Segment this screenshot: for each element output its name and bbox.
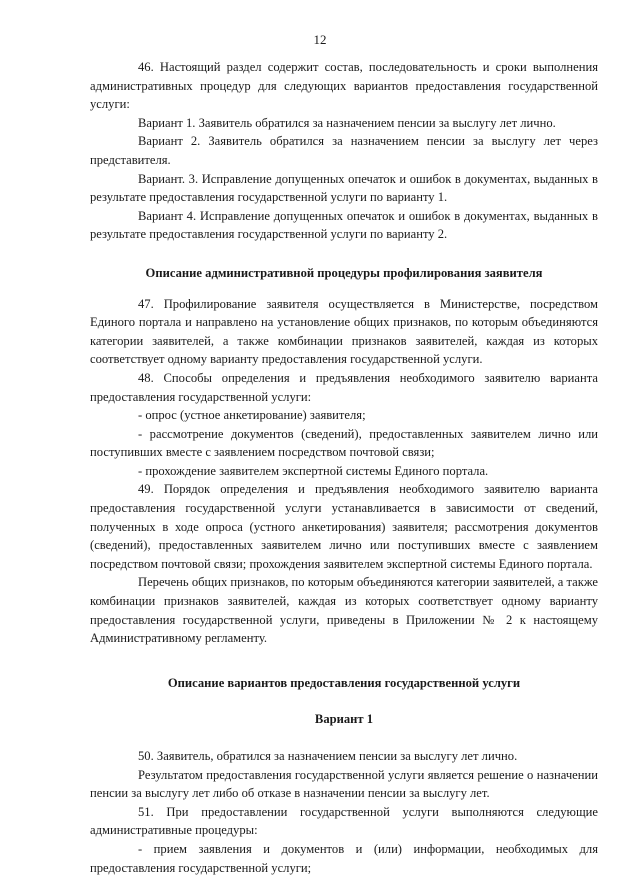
paragraph-50: 50. Заявитель, обратился за назначением пенсии за выслугу лет лично.: [138, 749, 518, 763]
method-item-documents: - рассмотрение документов (сведений), предоставленных заявителем лично или поступивших вместе с заявлением посредством почтовой связи;: [90, 426, 598, 460]
page-number: 12: [313, 32, 327, 47]
profiling-heading: Описание административной процедуры профилирования заявителя: [145, 265, 543, 280]
procedure-item-reception: - прием заявления и документов и (или) информации, необходимых для предоставления государственной услуги;: [90, 841, 598, 875]
features-list-note: Перечень общих признаков, по которым объединяются категории заявителей, а также комбинации признаков заявителей, каждая из которых соответствует одному варианту предоставления государственной услуги, приведены в Приложении № 2 к настоящему Административному регламенту.: [90, 575, 598, 646]
result-paragraph: Результатом предоставления государственной услуги является решение о назначении пенсии за выслугу лет либо об отказе в назначении пенсии за выслугу лет.: [90, 767, 598, 801]
method-item-survey: - опрос (устное анкетирование) заявителя;: [138, 408, 366, 423]
paragraph-47: 47. Профилирование заявителя осуществляется в Министерстве, посредством Единого портала и направлено на установление общих признаков, по которым объединяются категории заявителей, а также комбинации признаков заявителей, каждая из которых соответствует одному варианту предоставления государственной услуги.: [90, 296, 598, 367]
paragraph-48: 48. Способы определения и предъявления необходимого заявителю варианта предоставления государственной услуги:: [90, 370, 598, 404]
paragraph-46: 46. Настоящий раздел содержит состав, последовательность и сроки выполнения административных процедур для следующих вариантов предоставления государственной услуги:: [90, 60, 598, 112]
paragraph-51: 51. При предоставлении государственной услуги выполняются следующие административные процедуры:: [90, 804, 598, 838]
method-item-expert-system: - прохождение заявителем экспертной системы Единого портала.: [138, 463, 489, 478]
variant-1-subheading: Вариант 1: [314, 712, 374, 727]
variant-4-line: Вариант 4. Исправление допущенных опечаток и ошибок в документах, выданных в результате предоставления государственной услуги по варианту 2.: [90, 208, 598, 242]
variant-2-line: Вариант 2. Заявитель обратился за назначением пенсии за выслугу лет через представителя.: [90, 134, 598, 167]
paragraph-49: 49. Порядок определения и предъявления необходимого заявителю варианта предоставления государственной услуги устанавливается в зависимости от сведений, полученных в ходе опроса (устного анкетирования) заявителя; рассмотрения документов (сведений), предоставленных заявителем лично или поступивших вместе с заявлением посредством почтовой связи; прохождения заявителем экспертной системы Единого портала.: [90, 482, 598, 571]
variants-heading: Описание вариантов предоставления государственной услуги: [167, 675, 521, 690]
variant-3-line: Вариант. 3. Исправление допущенных опечаток и ошибок в документах, выданных в результате предоставления государственной услуги по варианту 1.: [90, 171, 598, 205]
document-body: [90, 58, 598, 877]
variant-1-line: Вариант 1. Заявитель обратился за назначением пенсии за выслугу лет лично.: [138, 115, 556, 130]
